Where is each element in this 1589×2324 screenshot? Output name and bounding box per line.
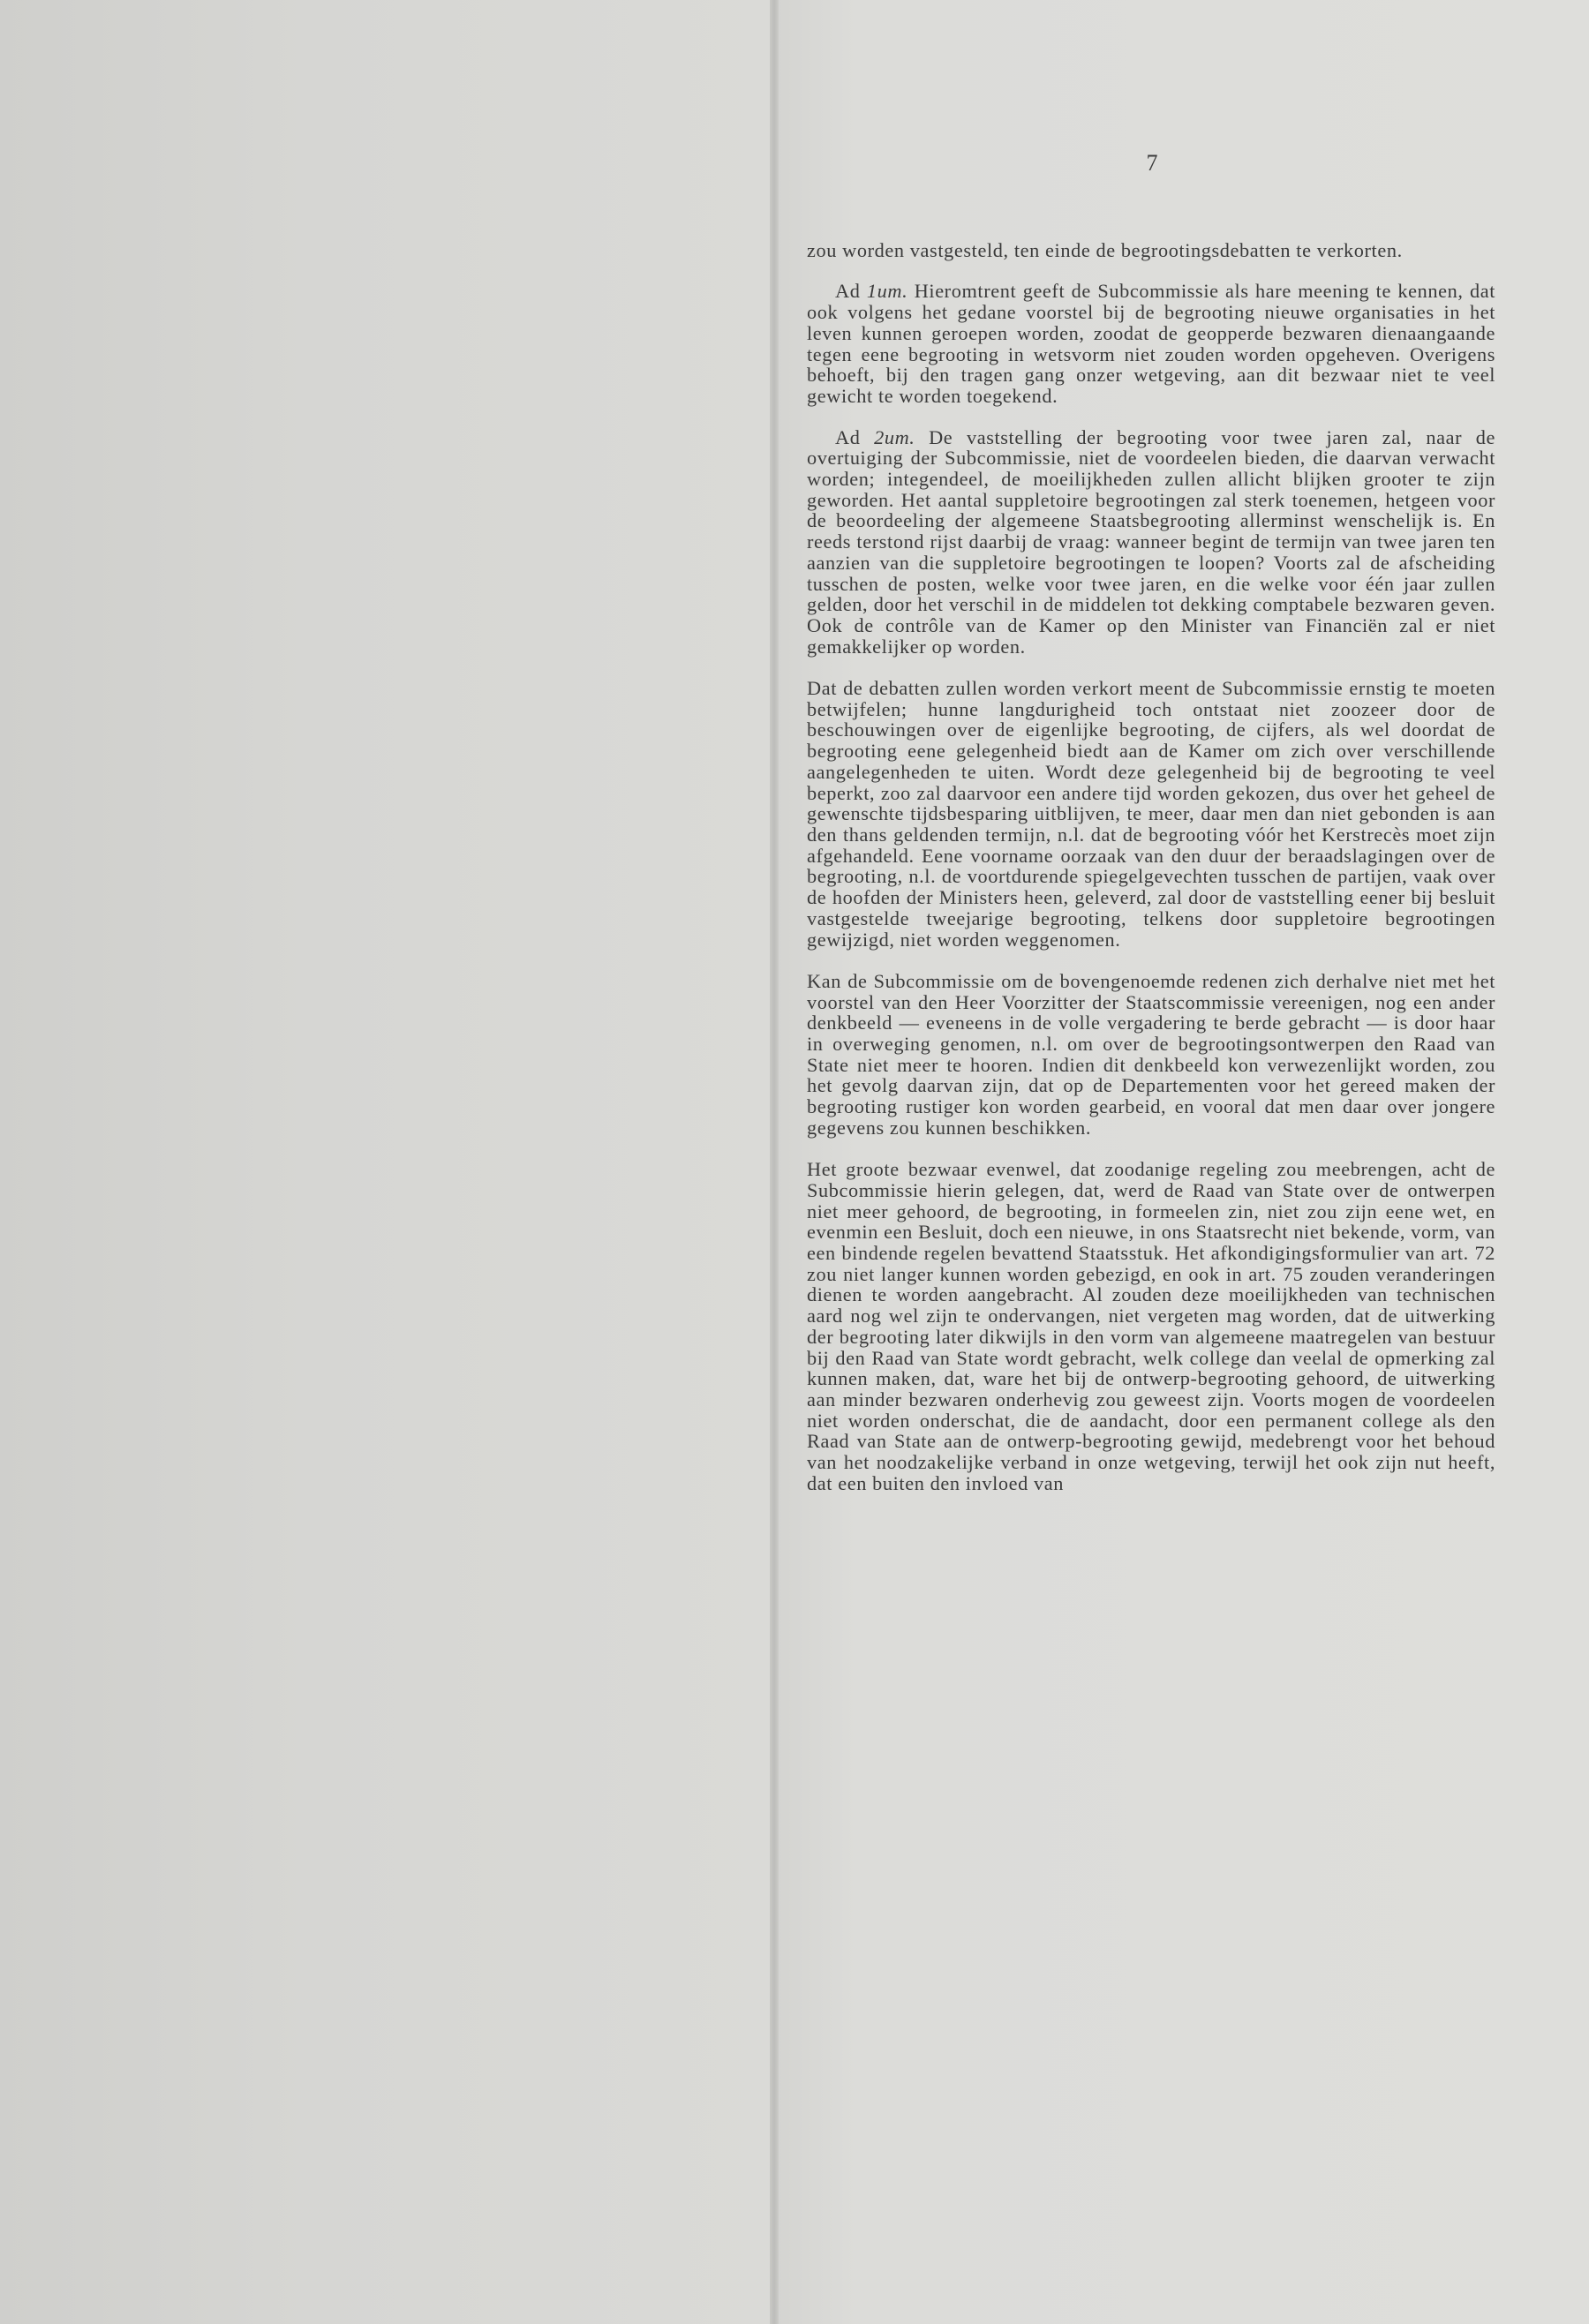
- paragraph-text: Het groote bezwaar evenwel, dat zoodanige regeling zou meebrengen, acht de Subcommissie hierin gelegen, dat, werd de Raad van State over de ontwerpen niet meer gehoord, de begrooting, in formeelen zin, niet zou zijn eene wet, en evenmin een Besluit, doch een nieuwe, in ons Staatsrecht niet bekende, vorm, van een bindende regelen bevattend Staatsstuk. Het afkondigingsformulier van art. 72 zou niet langer kunnen worden gebezigd, en ook in art. 75 zouden veranderingen dienen te worden aangebracht. Al zouden deze moeilijkheden van technischen aard nog wel zijn te ondervangen, niet vergeten mag worden, dat de uitwerking der begrooting later dikwijls in den vorm van algemeene maatregelen van bestuur bij den Raad van State wordt gebracht, welk college dan veelal de opmerking zal kunnen maken, dat, ware het bij de ontwerp-begrooting gehoord, de uitwerking aan minder bezwaren onderhevig zou geweest zijn. Voorts mogen de voordeelen niet worden onderschat, die de aandacht, door een permanent college als den Raad van State aan de ontwerp-begrooting gewijd, medebrengt voor het behoud van het noodzakelijke verband in onze wetgeving, terwijl het ook zijn nut heeft, dat een buiten den invloed van: [807, 1158, 1495, 1494]
- page-number: 7: [1146, 150, 1158, 176]
- ad-prefix: Ad: [835, 280, 867, 303]
- paragraph-raad-van-state: [807, 950, 1495, 1138]
- paragraph-text: De vaststelling der begrooting voor twee jaren zal, naar de overtuiging der Subcommissie, niet de voordeelen bieden, die daarvan verwacht worden; integendeel, de moeilijkheden zullen allicht blijken grooter te zijn geworden. Het aantal suppletoire begrootingen zal sterk toenemen, hetgeen voor de beoordeeling der algemeene Staatsbegrooting allerminst wenschelijk is. En reeds terstond rijst daarbij de vraag: wanneer begint de termijn van twee jaren ten aanzien van die suppletoire begrootingen te loopen? Voorts zal de afscheiding tusschen de posten, welke voor twee jaren, en die welke voor één jaar zullen gelden, door het verschil in de middelen tot dekking comptabele bezwaren geven. Ook de contrôle van de Kamer op den Minister van Financiën zal er niet gemakkelijker op worden.: [807, 425, 1496, 658]
- paragraph-bezwaar: [807, 1139, 1495, 1494]
- left-page: [0, 0, 775, 2324]
- ad-prefix: Ad: [835, 425, 875, 448]
- ad-label: 2um.: [874, 425, 915, 448]
- paragraph-ad-2um: [807, 427, 1495, 658]
- paragraph-debatten: [807, 657, 1495, 950]
- paragraph-text: Kan de Subcommissie om de bovengenoemde redenen zich derhalve niet met het voorstel van den Heer Voorzitter der Staatscommissie vereenigen, nog een ander denkbeeld — eveneens in de volle vergadering te berde gebracht — is door haar in overweging genomen, n.l. om over de begrootingsontwerpen den Raad van State niet meer te hooren. Indien dit denkbeeld kon verwezenlijkt worden, zou het gevolg daarvan zijn, dat op de Departementen voor het gereed maken der begrooting rustiger kon worden gearbeid, en vooral dat men daar over jongere gegevens zou kunnen beschikken.: [807, 969, 1495, 1139]
- paragraph-continuation: [807, 219, 1495, 260]
- paragraph-text: Dat de debatten zullen worden verkort meent de Subcommissie ernstig te moeten betwijfelen; hunne langdurigheid toch ontstaat niet zoozeer door de beschouwingen over de eigenlijke begrooting, de cijfers, als wel doordat de begrooting eene gelegenheid biedt aan de Kamer om zich over verschillende aangelegenheden te uiten. Wordt deze gelegenheid bij de begrooting te veel beperkt, zoo zal daarvoor een andere tijd worden gekozen, dus over het geheel de gewenschte tijdsbesparing uitblijven, te meer, daar men dan niet gebonden is aan den thans geldenden termijn, n.l. dat de begrooting vóór het Kerstrecès moet zijn afgehandeld. Eene voorname oorzaak van den duur der beraadslagingen over de begrooting, n.l. de voortdurende spiegelgevechten tusschen de partijen, vaak over de hoofden der Ministers heen, geleverd, zal door de vaststelling eener bij besluit vastgestelde tweejarige begrooting, telkens door suppletoire begrootingen gewijzigd, niet worden weggenomen.: [807, 677, 1495, 951]
- book-gutter: [770, 0, 779, 2324]
- paragraph-text: zou worden vastgesteld, ten einde de begrootingsdebatten te verkorten.: [807, 238, 1403, 261]
- paragraph-text: Hieromtrent geeft de Subcommissie als hare meening te kennen, dat ook volgens het gedane voorstel bij de begrooting nieuwe organisaties in het leven kunnen geroepen worden, zoodat de geopperde bezwaren dienaangaande tegen eene begrooting in wetsvorm niet zouden worden opgeheven. Overigens behoeft, bij den tragen gang onzer wetgeving, aan dit bezwaar niet te veel gewicht te worden toegekend.: [807, 280, 1495, 407]
- ad-label: 1um.: [866, 280, 908, 303]
- body-text: [807, 219, 1495, 1493]
- paragraph-ad-1um: [807, 281, 1495, 406]
